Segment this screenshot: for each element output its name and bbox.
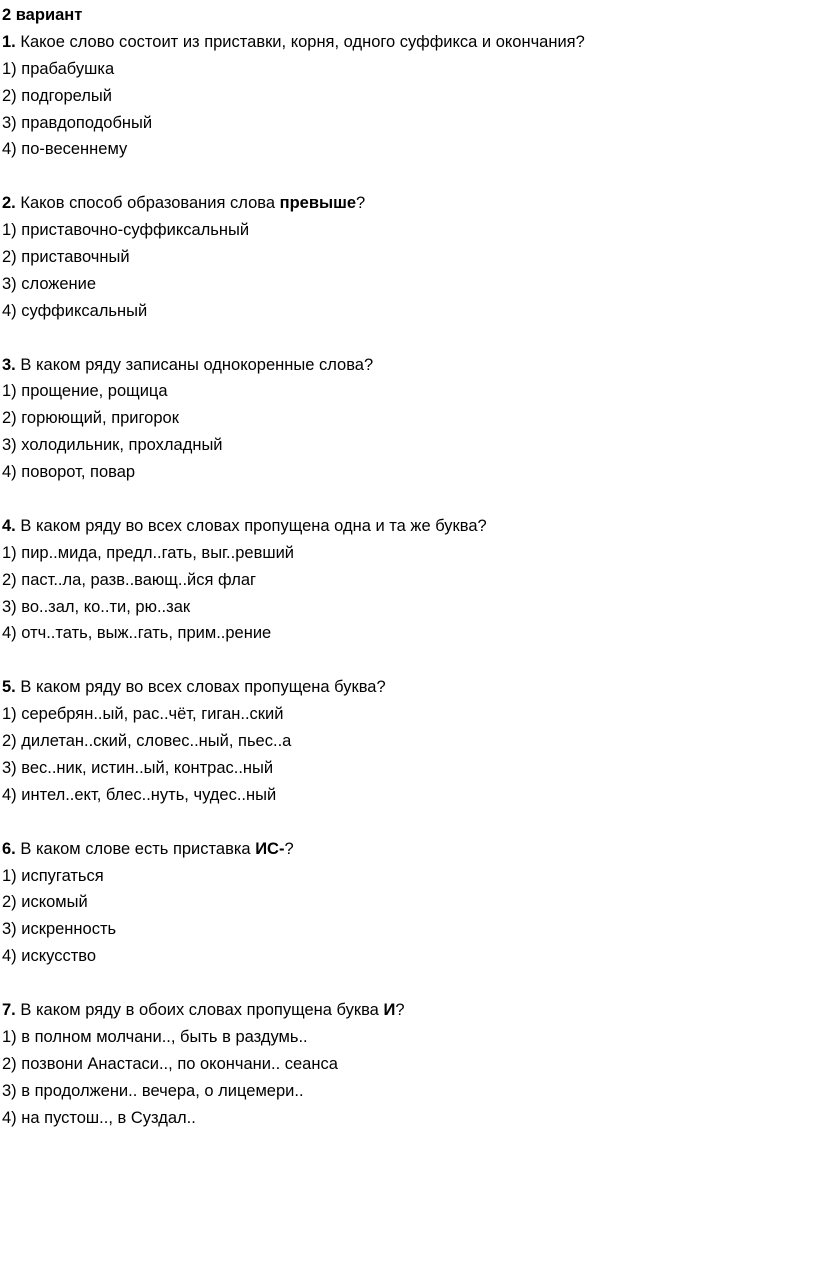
answer-option: 2) дилетан..ский, словес..ный, пьес..а [2,732,292,751]
question-text: В каком ряду во всех словах пропущена буква? [15,678,386,697]
question-5-text [2,674,816,701]
answer-option: 4) по-весеннему [2,140,128,159]
answer-option: 4) интел..ект, блес..нуть, чудес..ный [2,785,277,804]
question-6 [2,836,816,970]
question-number: 1. [2,32,16,51]
question-2 [2,190,816,324]
question-bold-term: И [383,1000,396,1019]
question-text: Какое слово состоит из приставки, корня, одного суффикса и окончания? [15,32,585,51]
answer-option: 3) холодильник, прохладный [2,436,223,455]
answer-option: 3) искренность [2,920,117,939]
question-6-text [2,836,816,863]
spacer [2,163,816,190]
spacer [2,809,816,836]
answer-option: 3) сложение [2,274,97,293]
answer-option: 2) подгорелый [2,86,112,105]
answer-option: 4) искусство [2,947,97,966]
question-bold-term: ИС- [255,839,285,858]
question-5 [2,674,816,808]
spacer [2,486,816,513]
question-bold-term: превыше [279,194,357,213]
answer-option: 4) на пустош.., в Суздал.. [2,1108,196,1127]
question-number: 4. [2,516,16,535]
question-3-text [2,352,816,379]
question-text: В каком ряду во всех словах пропущена одна и та же буква? [15,516,487,535]
question-text: Каков способ образования слова [15,194,280,213]
answer-option: 3) в продолжени.. вечера, о лицемери.. [2,1081,304,1100]
answer-option: 1) прощение, рощица [2,382,168,401]
spacer [2,970,816,997]
variant-title: 2 вариант [2,6,83,24]
answer-option: 1) пир..мида, предл..гать, выг..ревший [2,543,295,562]
answer-option: 4) отч..тать, выж..гать, прим..рение [2,624,272,643]
question-number: 2. [2,194,16,213]
question-text-end: ? [395,1000,405,1019]
answer-option: 1) приставочно-суффиксальный [2,221,250,240]
answer-option: 4) суффиксальный [2,301,148,320]
answer-option: 4) поворот, повар [2,463,136,482]
question-text: В каком ряду записаны однокоренные слова? [15,355,374,374]
question-number: 5. [2,678,16,697]
answer-option: 2) горюющий, пригорок [2,409,179,428]
answer-option: 3) во..зал, ко..ти, рю..зак [2,597,191,616]
question-2-text [2,190,816,217]
answer-option: 1) прабабушка [2,59,115,78]
question-1-text [2,29,816,56]
answer-option: 2) приставочный [2,248,130,267]
question-number: 7. [2,1000,16,1019]
question-7 [2,997,816,1131]
answer-option: 1) испугаться [2,866,104,885]
answer-option: 3) правдоподобный [2,113,153,132]
question-text-end: ? [284,839,294,858]
answer-option: 2) паст..ла, разв..вающ..йся флаг [2,570,257,589]
question-text: В каком слове есть приставка [15,839,256,858]
question-number: 6. [2,839,16,858]
answer-option: 1) серебрян..ый, рас..чёт, гиган..ский [2,705,284,724]
question-text: В каком ряду в обоих словах пропущена буква [15,1000,384,1019]
question-4 [2,513,816,647]
answer-option: 3) вес..ник, истин..ый, контрас..ный [2,758,274,777]
answer-option: 1) в полном молчани.., быть в раздумь.. [2,1027,308,1046]
question-1 [2,29,816,163]
question-text-end: ? [356,194,366,213]
question-4-text [2,513,816,540]
question-3 [2,352,816,486]
answer-option: 2) позвони Анастаси.., по окончани.. сеанса [2,1054,338,1073]
question-7-text [2,997,816,1024]
answer-option: 2) искомый [2,893,88,912]
question-number: 3. [2,355,16,374]
spacer [2,325,816,352]
spacer [2,647,816,674]
